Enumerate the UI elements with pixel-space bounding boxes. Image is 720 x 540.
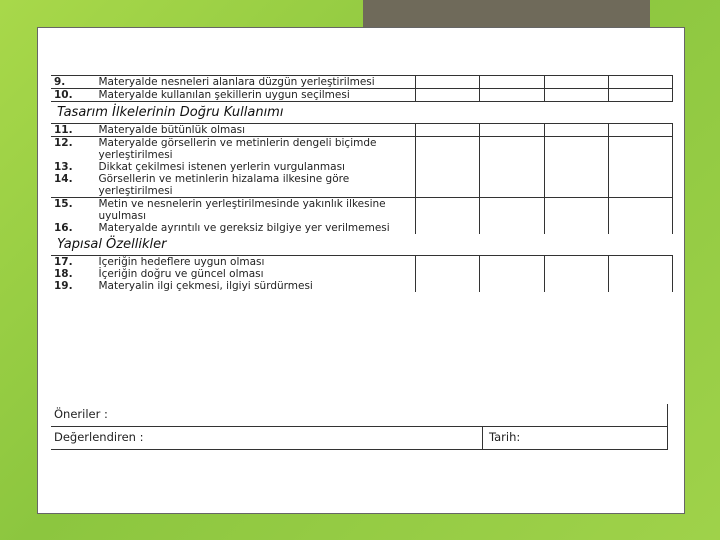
rating-cell[interactable] [608, 256, 672, 269]
rating-cell[interactable] [544, 198, 608, 223]
rating-cell[interactable] [544, 137, 608, 162]
rating-cell[interactable] [480, 76, 544, 89]
section-heading-row [51, 234, 673, 256]
table-row [51, 124, 673, 137]
rating-cell[interactable] [416, 124, 480, 137]
item-text: Dikkat çekilmesi istenen yerlerin vurgulanması [98, 161, 345, 173]
item-number: 16. [54, 222, 73, 234]
item-text: Materyalde bütünlük olması [98, 124, 246, 136]
rating-cell[interactable] [416, 161, 480, 173]
rating-cell[interactable] [416, 268, 480, 280]
evaluation-form [37, 27, 685, 514]
evaluator-field[interactable] [51, 426, 668, 450]
item-number: 19. [54, 280, 73, 292]
rating-cell[interactable] [480, 280, 544, 292]
item-number: 14. [54, 173, 73, 185]
rating-cell[interactable] [416, 173, 480, 198]
table-row [51, 280, 673, 292]
item-text: Materyalde ayrıntılı ve gereksiz bilgiye yer verilmemesi [98, 222, 390, 234]
item-number: 11. [54, 124, 73, 136]
item-text: Materyalde nesneleri alanlara düzgün yerleştirilmesi [96, 76, 416, 89]
rating-cell[interactable] [608, 124, 672, 137]
rating-cell[interactable] [544, 76, 608, 89]
rating-cell[interactable] [544, 222, 608, 234]
rating-cell[interactable] [544, 256, 608, 269]
rating-cell[interactable] [416, 256, 480, 269]
rating-cell[interactable] [608, 280, 672, 292]
rating-cell[interactable] [416, 280, 480, 292]
rating-cell[interactable] [480, 256, 544, 269]
item-text: Görsellerin ve metinlerin hizalama ilkesine göre yerleştirilmesi [98, 173, 350, 197]
item-text: İçeriğin doğru ve güncel olması [98, 268, 264, 280]
rating-cell[interactable] [480, 137, 544, 162]
rating-cell[interactable] [608, 222, 672, 234]
suggestions-field[interactable] [51, 404, 668, 426]
table-row [51, 161, 673, 173]
rating-cell[interactable] [608, 173, 672, 198]
rating-cell[interactable] [480, 222, 544, 234]
item-text: Metin ve nesnelerin yerleştirilmesinde yakınlık ilkesine uyulması [96, 198, 416, 223]
rating-cell[interactable] [480, 124, 544, 137]
suggestions-label: Öneriler : [54, 407, 108, 421]
rating-cell[interactable] [480, 198, 544, 223]
item-number: 17. [54, 256, 73, 268]
section-title: Yapısal Özellikler [51, 234, 673, 256]
evaluation-table [51, 75, 673, 292]
rating-cell[interactable] [544, 173, 608, 198]
item-number: 13. [54, 161, 73, 173]
rating-cell[interactable] [416, 76, 480, 89]
rating-cell[interactable] [608, 89, 672, 102]
table-row [51, 198, 673, 223]
date-label: Tarih: [482, 427, 520, 449]
rating-cell[interactable] [608, 268, 672, 280]
rating-cell[interactable] [480, 268, 544, 280]
table-row [51, 256, 673, 269]
item-text: Materyalde kullanılan şekillerin uygun seçilmesi [96, 89, 416, 102]
section-title: Tasarım İlkelerinin Doğru Kullanımı [51, 102, 673, 124]
rating-cell[interactable] [416, 222, 480, 234]
rating-cell[interactable] [544, 89, 608, 102]
rating-cell[interactable] [480, 89, 544, 102]
item-number: 9. [51, 76, 96, 89]
table-row [51, 222, 673, 234]
rating-cell[interactable] [544, 161, 608, 173]
rating-cell[interactable] [416, 89, 480, 102]
item-text: Materyalin ilgi çekmesi, ilgiyi sürdürmesi [98, 280, 313, 292]
item-text: İçeriğin hedeflere uygun olması [98, 256, 265, 268]
rating-cell[interactable] [544, 124, 608, 137]
rating-cell[interactable] [480, 161, 544, 173]
rating-cell[interactable] [544, 280, 608, 292]
table-row [51, 89, 673, 102]
item-number: 18. [54, 268, 73, 280]
rating-cell[interactable] [416, 137, 480, 162]
rating-cell[interactable] [608, 137, 672, 162]
rating-cell[interactable] [608, 198, 672, 223]
table-row [51, 173, 673, 198]
form-footer [51, 404, 668, 450]
item-text: Materyalde görsellerin ve metinlerin dengeli biçimde yerleştirilmesi [96, 137, 416, 162]
evaluator-label: Değerlendiren : [54, 430, 144, 444]
rating-cell[interactable] [480, 173, 544, 198]
item-number: 15. [51, 198, 96, 223]
rating-cell[interactable] [544, 268, 608, 280]
item-number: 12. [51, 137, 96, 162]
item-number: 10. [51, 89, 96, 102]
rating-cell[interactable] [416, 198, 480, 223]
rating-cell[interactable] [608, 76, 672, 89]
section-heading-row [51, 102, 673, 124]
table-row [51, 137, 673, 162]
rating-cell[interactable] [608, 161, 672, 173]
table-row [51, 268, 673, 280]
table-row [51, 76, 673, 89]
